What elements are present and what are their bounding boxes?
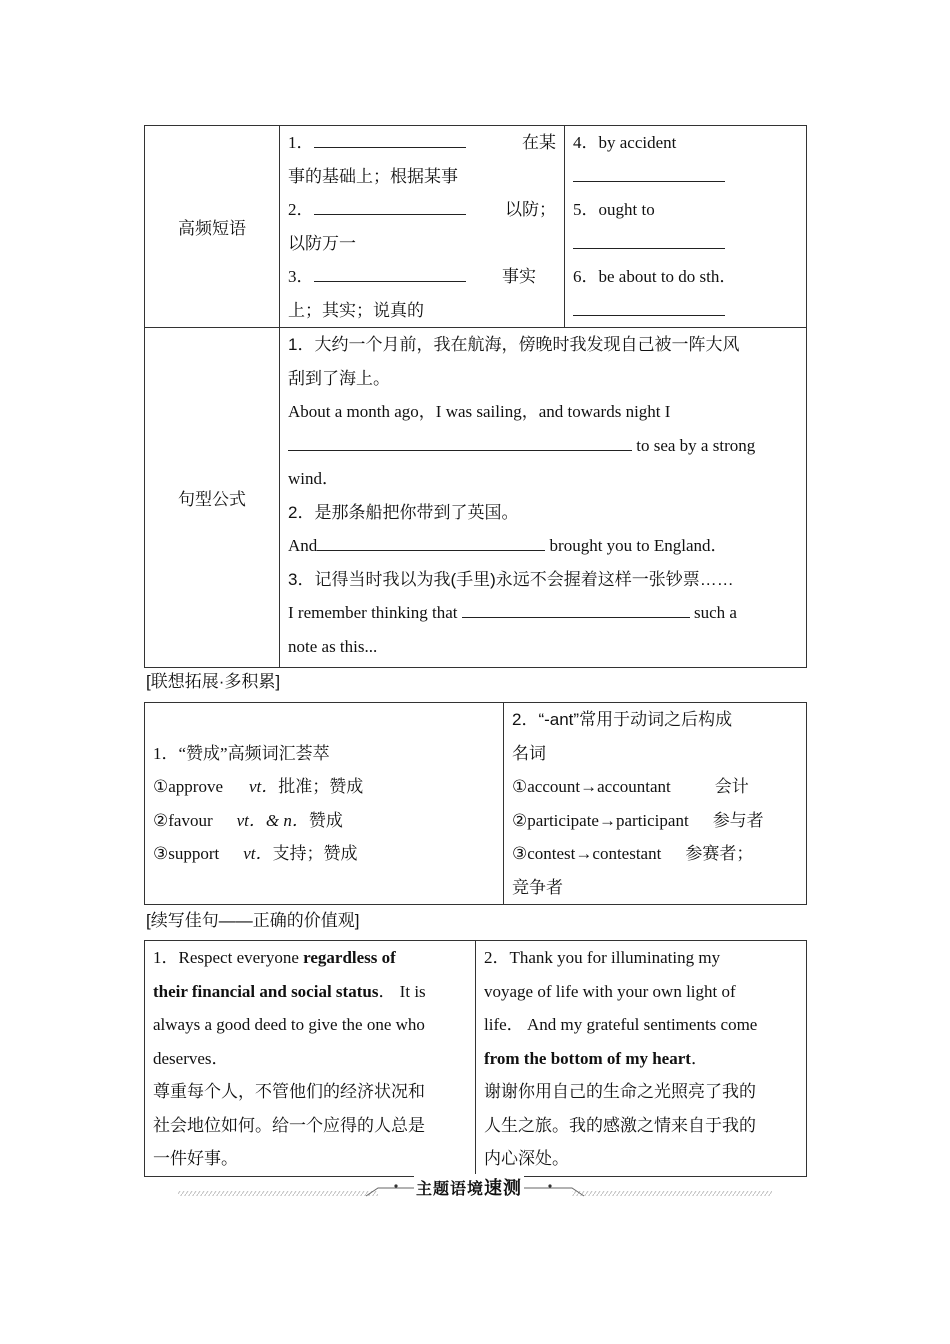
answer-blank[interactable] — [573, 230, 725, 249]
phrase-row-4: 4．by accident — [573, 133, 677, 152]
section-title-association: [联想拓展·多积累] — [146, 672, 281, 691]
phrase-row-6: 6．be about to do sth． — [573, 267, 737, 286]
model-sentences-table — [144, 940, 807, 1177]
ant-suffix-cell: 2．“-ant”常用于动词之后构成 名词 ①account→accountant 会计 ②participate→participant 参与者 ③contest→contestant 参赛者； 竞争者 — [504, 703, 807, 905]
banner-label: 主题语境 — [416, 1181, 485, 1198]
answer-blank[interactable] — [288, 432, 632, 451]
patterns-label: 句型公式 — [145, 328, 280, 668]
answer-blank[interactable] — [314, 263, 466, 282]
phrases-label: 高频短语 — [145, 126, 280, 328]
answer-blank[interactable] — [317, 532, 545, 551]
answer-blank[interactable] — [573, 297, 725, 316]
phrase-row-3: 3． 事实 — [288, 260, 564, 294]
phrases-left-cell: 1． 在某 事的基础上；根据某事 2． 以防； 以防万一 3． 事实 上；其实；说真的 — [280, 126, 565, 328]
sentence-2-cell: 2．Thank you for illuminating my voyage of life with your own light of life． And my grateful sentiments come from the bottom of my heart． 谢谢你用自己的生命之光照亮了我的 人生之旅。我的感激之情来自于我的 内心深处。 — [476, 941, 807, 1177]
section-banner — [178, 1176, 772, 1200]
answer-blank[interactable] — [314, 196, 466, 215]
patterns-cell: 1．大约一个月前，我在航海，傍晚时我发现自己被一阵大风 刮到了海上。 About a month ago，I was sailing，and towards night I to sea by a strong wind． 2．是那条船把你带到了英国。 And brought you to England． 3．记得当时我以为我(手里)永远不会握着这样一张钞票…… I remember thinking that such a note as this... — [280, 328, 807, 668]
phrase-row-1: 1． 在某 — [288, 126, 564, 160]
vocab-table — [144, 125, 807, 668]
phrase-row-2: 2． 以防； — [288, 193, 564, 227]
approve-words-cell: 1．“赞成”高频词汇荟萃 ①approve vt．批准；赞成 ②favour vt．& n．赞成 ③support vt．支持；赞成 — [145, 703, 504, 905]
phrases-right-cell — [565, 126, 807, 328]
sentence-1-cell: 1．Respect everyone regardless of their financial and social status． It is always a good deed to give the one who deserves． 尊重每个人，不管他们的经济状况和 社会地位如何。给一个应得的人总是 一件好事。 — [145, 941, 476, 1177]
phrase-row-5: 5．ought to — [573, 200, 655, 219]
answer-blank[interactable] — [314, 129, 466, 148]
word-expansion-table — [144, 702, 807, 905]
answer-blank[interactable] — [573, 163, 725, 182]
banner-label-emphasis: 速测 — [484, 1178, 523, 1198]
answer-blank[interactable] — [462, 599, 690, 618]
section-title-sentences: [续写佳句——正确的价值观] — [146, 911, 360, 930]
